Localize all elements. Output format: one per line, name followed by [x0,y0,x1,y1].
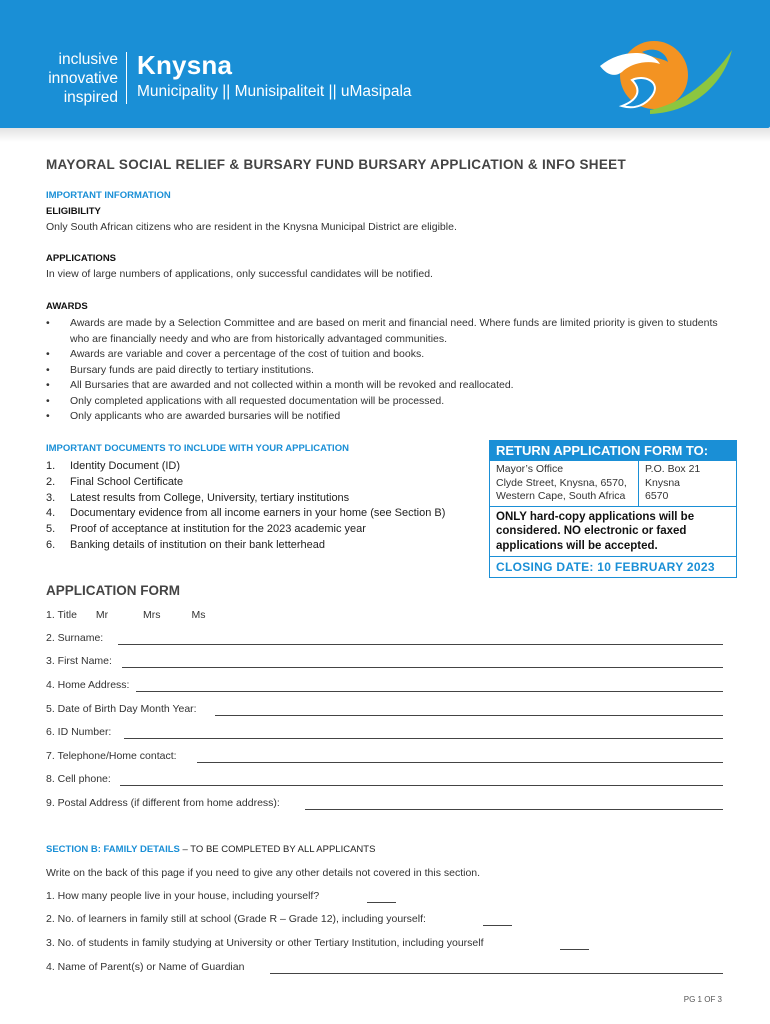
list-item-text: Awards are made by a Selection Committee and are based on merit and financial need. Where funds are limited priority is given to students who are financially needy and who are from historically advantaged communities. [70,317,718,345]
applications-text: In view of large numbers of applications, only successful candidates will be notified. [46,268,433,280]
list-item: • All Bursaries that are awarded and not collected within a month will be revoked and reallocated. [46,379,514,391]
list-item [46,538,445,554]
field-label: 2. Surname: [46,632,104,644]
awards-heading [46,301,88,312]
brand-name: Knysna [137,50,233,80]
street-address [490,461,639,506]
list-item [46,522,445,538]
return-address-box [489,440,737,578]
section-b-heading [46,843,375,855]
learners-input-line[interactable] [483,925,512,926]
students-input-line[interactable] [560,949,589,950]
title-option-mrs[interactable]: Mrs [143,609,161,621]
title-field [46,609,205,621]
field-label: 7. Telephone/Home contact: [46,750,177,762]
header-banner [0,0,770,128]
field-label: 6. ID Number: [46,726,112,738]
item-number: 1. [46,460,56,472]
document-title: MAYORAL SOCIAL RELIEF & BURSARY FUND BURSARY APPLICATION & INFO SHEET [46,157,626,172]
list-item-text: Documentary evidence from all income earners in your home (see Section B) [70,507,446,520]
eligibility-heading [46,206,101,217]
awards-list [46,316,730,425]
application-form-heading: APPLICATION FORM [46,583,180,598]
address-line: P.O. Box 21 [645,463,701,475]
item-number: 6. [46,538,56,551]
address-line: Western Cape, South Africa [496,490,626,502]
telephone-input-line[interactable] [197,762,723,763]
hardcopy-note: ONLY hard-copy applications will be considered. NO electronic or faxed applications will be accepted. [490,507,736,558]
field-label: 4. Home Address: [46,679,130,691]
question-label: 3. No. of students in family studying at University or other Tertiary Institution, including yourself [46,937,484,949]
title-option-ms[interactable]: Ms [191,609,206,621]
field-label: 3. First Name: [46,655,112,667]
heading-text: SECTION B: FAMILY DETAILS [46,844,180,855]
documents-list [46,459,445,554]
important-info-heading [46,190,171,201]
list-item [46,475,445,491]
field-label: 9. Postal Address (if different from home address): [46,797,280,809]
item-number: 2. [46,475,56,488]
heading-text: IMPORTANT INFORMATION [46,190,171,201]
address-line: Knysna [645,476,681,489]
list-item-text: Final School Certificate [70,475,184,488]
first-name-input-line[interactable] [122,667,723,668]
tagline-line: inspired [63,89,118,106]
home-address-input-line[interactable] [136,691,723,692]
list-item-text: Only completed applications with all requested documentation will be processed. [70,394,445,407]
divider [126,52,127,104]
documents-heading [46,443,349,454]
title-option-mr[interactable]: Mr [95,609,109,621]
list-item-text: All Bursaries that are awarded and not collected within a month will be revoked and reallocated. [70,379,514,391]
address-line: Mayor’s Office [496,463,564,475]
return-heading: RETURN APPLICATION FORM TO: [490,441,736,461]
tagline-line: inclusive [58,51,118,68]
surname-input-line[interactable] [118,644,723,645]
first-name-field [46,655,112,667]
header-shadow [0,128,770,142]
applications-heading [46,253,116,264]
list-item [46,491,445,507]
list-item-text: Identity Document (ID) [70,460,181,472]
household-size-input-line[interactable] [367,902,396,903]
brand-subtitle: Municipality || Munisipaliteit || uMasipala [137,83,412,100]
list-item: • Awards are variable and cover a percentage of the cost of tuition and books. [46,348,425,360]
list-item [46,459,445,475]
field-label: 5. Date of Birth Day Month Year: [46,703,197,715]
list-item: • Only applicants who are awarded bursaries will be notified [46,410,341,422]
section-b-intro: Write on the back of this page if you need to give any other details not covered in this section. [46,867,481,879]
address-line: 6570 [645,490,669,502]
list-item: • Awards are made by a Selection Committee and are based on merit and financial need. Where funds are limited priority is given to students who are financially needy and who are from historically advantaged communities. [46,317,718,345]
question-label: 2. No. of learners in family still at school (Grade R – Grade 12), including yourself: [46,913,426,925]
question-label: 1. How many people live in your house, including yourself? [46,890,320,902]
question-learners [46,913,426,925]
field-label: 8. Cell phone: [46,773,111,785]
date-of-birth-input-line[interactable] [215,715,723,716]
question-label: 4. Name of Parent(s) or Name of Guardian [46,961,245,973]
item-number: 4. [46,507,56,520]
telephone-field [46,750,177,762]
home-address-field [46,679,129,691]
item-number: 3. [46,491,56,504]
heading-text: AWARDS [46,301,88,312]
question-household-size [46,890,319,902]
id-number-field [46,726,111,738]
knysna-logo [592,30,742,120]
postal-address [639,461,706,506]
cell-phone-field [46,773,111,785]
list-item: • Only completed applications with all requested documentation will be processed. [46,394,445,407]
postal-address-field [46,797,280,809]
eligibility-text: Only South African citizens who are resident in the Knysna Municipal District are eligible. [46,221,457,233]
guardian-input-line[interactable] [270,973,723,974]
cell-phone-input-line[interactable] [120,785,723,786]
heading-text: IMPORTANT DOCUMENTS TO INCLUDE WITH YOUR APPLICATION [46,443,349,454]
list-item-text: Latest results from College, University, tertiary institutions [70,491,350,504]
surname-field [46,632,103,644]
question-students [46,937,484,949]
page-number: PG 1 OF 3 [683,995,722,1004]
id-number-input-line[interactable] [124,738,723,739]
list-item-text: Only applicants who are awarded bursaries will be notified [70,410,341,422]
closing-date: CLOSING DATE: 10 FEBRUARY 2023 [496,560,715,574]
list-item-text: Banking details of institution on their bank letterhead [70,538,325,551]
heading-text: – TO BE COMPLETED BY ALL APPLICANTS [179,844,376,855]
list-item [46,506,445,522]
list-item: • Bursary funds are paid directly to tertiary institutions. [46,363,314,376]
return-address [490,461,736,507]
address-line: Clyde Street, Knysna, 6570, [496,476,627,489]
date-of-birth-field [46,703,197,715]
field-label: 1. Title [46,609,77,621]
list-item-text: Awards are variable and cover a percentage of the cost of tuition and books. [70,348,425,360]
heading-text: APPLICATIONS [46,253,117,264]
list-item-text: Proof of acceptance at institution for the 2023 academic year [70,523,366,536]
question-guardian [46,961,244,973]
tagline [30,50,118,107]
list-item-text: Bursary funds are paid directly to tertiary institutions. [70,363,314,376]
tagline-line: innovative [48,70,118,87]
heading-text: ELIGIBILITY [46,206,101,217]
postal-address-input-line[interactable] [305,809,723,810]
item-number: 5. [46,523,56,536]
